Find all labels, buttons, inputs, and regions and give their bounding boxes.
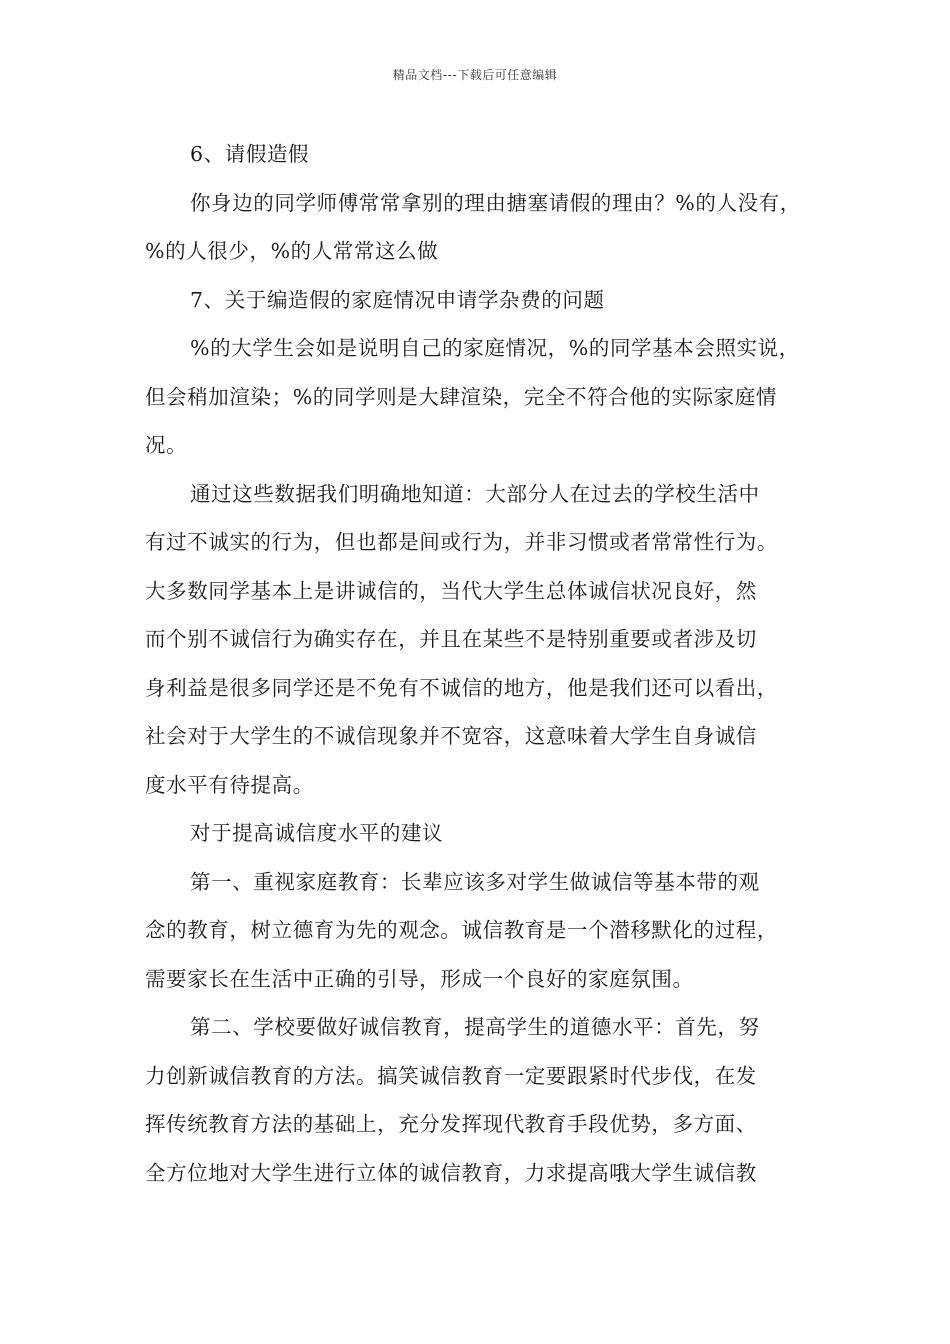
- text-line: %的大学生会如是说明自己的家庭情况，%的同学基本会照实说，: [190, 336, 800, 360]
- text-line: 第二、学校要做好诚信教育，提高学生的道德水平：首先，努: [190, 1015, 760, 1039]
- body-text: [145, 130, 805, 1197]
- text-line: 需要家长在生活中正确的引导，形成一个良好的家庭氛围。: [145, 966, 694, 991]
- text-line: 7、关于编造假的家庭情况申请学杂费的问题: [190, 287, 605, 312]
- text-line: 大多数同学基本上是讲诚信的，当代大学生总体诚信状况良好，然: [145, 578, 757, 603]
- text-line: 念的教育，树立德育为先的观念。诚信教育是一个潜移默化的过程，: [145, 918, 778, 942]
- text-line: 全方位地对大学生进行立体的诚信教育，力求提高哦大学生诚信教: [145, 1160, 757, 1185]
- text-line: 而个别不诚信行为确实存在，并且在某些不是特别重要或者涉及切: [145, 627, 757, 651]
- text-line: 况。: [145, 433, 188, 457]
- text-line: 身利益是很多同学还是不免有不诚信的地方，他是我们还可以看出，: [145, 675, 778, 700]
- text-line: 社会对于大学生的不诚信现象并不宽容，这意味着大学生自身诚信: [145, 724, 757, 748]
- text-line: 你身边的同学师傅常常拿别的理由搪塞请假的理由？%的人没有，: [190, 190, 801, 215]
- text-line: 度水平有待提高。: [145, 772, 314, 797]
- text-line: 对于提高诚信度水平的建议: [190, 821, 444, 845]
- text-line: %的人很少，%的人常常这么做: [145, 239, 439, 263]
- text-line: 通过这些数据我们明确地知道：大部分人在过去的学校生活中: [190, 481, 760, 506]
- text-line: 第一、重视家庭教育：长辈应该多对学生做诚信等基本带的观: [190, 869, 760, 894]
- page-header: 精品文档---下载后可任意编辑: [392, 68, 558, 82]
- text-line: 但会稍加渲染；%的同学则是大肆渲染，完全不符合他的实际家庭情: [145, 384, 777, 409]
- text-line: 有过不诚实的行为，但也都是间或行为，并非习惯或者常常性行为。: [145, 530, 778, 554]
- text-line: 挥传统教育方法的基础上，充分发挥现代教育手段优势，多方面、: [145, 1112, 757, 1136]
- text-line: 力创新诚信教育的方法。搞笑诚信教育一定要跟紧时代步伐，在发: [145, 1063, 757, 1088]
- text-line: 6、请假造假: [190, 142, 310, 166]
